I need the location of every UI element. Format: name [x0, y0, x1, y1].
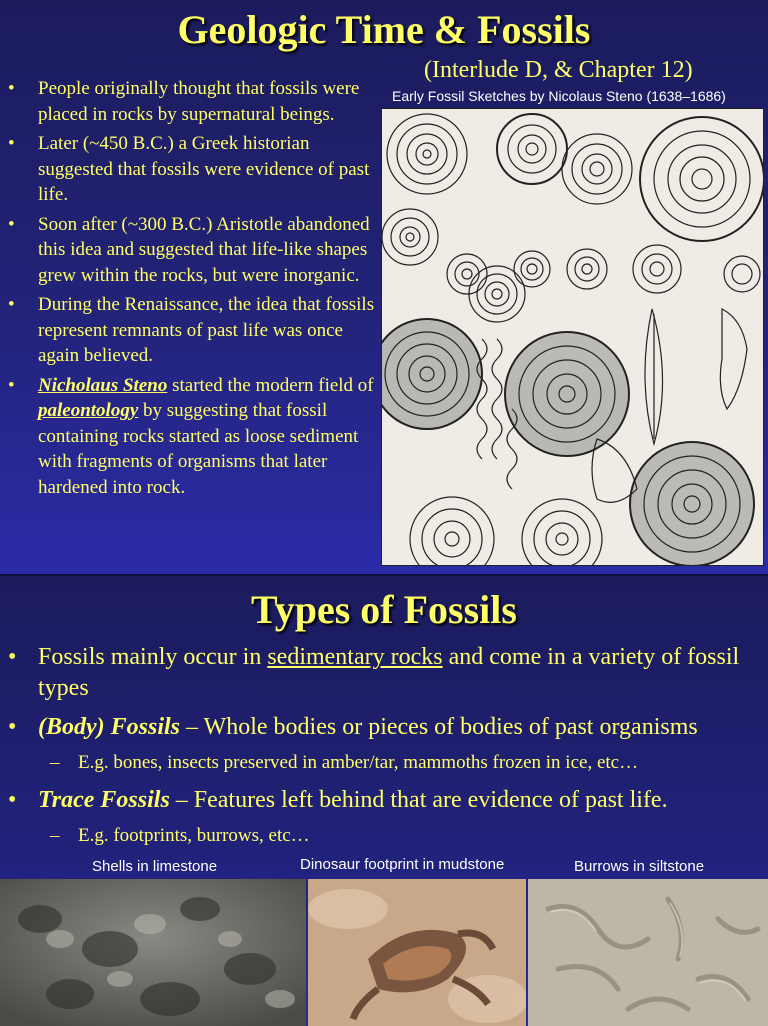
bullet-item: • (Body) Fossils – Whole bodies or pieces of bodies of past organisms: [8, 714, 698, 740]
bullet-item: • Trace Fossils – Features left behind that are evidence of past life.: [8, 787, 668, 813]
slide2-title: Types of Fossils: [251, 587, 517, 632]
slide1-title: Geologic Time & Fossils: [177, 7, 591, 52]
trace-fossils-term: Trace Fossils: [38, 787, 170, 813]
bullet-item: • During the Renaissance, the idea that fossils represent remnants of past life was once again believed.: [8, 294, 375, 366]
shells-in-limestone-photo: [0, 879, 306, 1026]
slide2-bullet-list: [8, 642, 753, 858]
bullet-item: • Soon after (~300 B.C.) Aristotle abandoned this idea and suggested that life-like shapes grew within the rocks, but were inorganic.: [8, 213, 370, 286]
body-fossils-term: (Body) Fossils: [38, 714, 181, 740]
steno-name: Nicholaus Steno: [38, 374, 168, 396]
dinosaur-footprint-photo: [308, 879, 526, 1026]
steno-image-caption: Early Fossil Sketches by Nicolaus Steno (1638–1686): [392, 88, 726, 104]
slide1-subtitle: (Interlude D, & Chapter 12): [424, 57, 693, 83]
steno-fossil-sketches-image: [381, 108, 764, 566]
photo-caption-footprint: Dinosaur footprint in mudstone: [300, 856, 505, 873]
photo-caption-burrows: Burrows in siltstone: [574, 858, 705, 875]
photo-caption-shells: Shells in limestone: [92, 858, 218, 875]
burrows-in-siltstone-photo: [528, 879, 768, 1026]
bullet-item: • Fossils mainly occur in sedimentary rocks and come in a variety of fossil types: [8, 644, 740, 701]
bullet-item: • People originally thought that fossils were placed in rocks by supernatural beings.: [8, 78, 360, 125]
bullet-item: • Nicholaus Steno started the modern field of paleontology by suggesting that fossil containing rocks started as loose sediment with fragments of organisms that later hardened into rock.: [8, 374, 374, 498]
bullet-item: • Later (~450 B.C.) a Greek historian suggested that fossils were evidence of past life.: [8, 133, 370, 205]
sub-bullet-item: – E.g. bones, insects preserved in amber/tar, mammoths frozen in ice, etc…: [50, 752, 639, 773]
sedimentary-rocks-term: sedimentary rocks: [267, 644, 443, 670]
sub-bullet-item: – E.g. footprints, burrows, etc…: [50, 825, 310, 846]
slide-types-of-fossils: [0, 574, 768, 1026]
slide1-bullet-list: [8, 76, 380, 504]
paleontology-term: paleontology: [38, 400, 139, 421]
fossil-sketch-drawing: [382, 109, 763, 565]
